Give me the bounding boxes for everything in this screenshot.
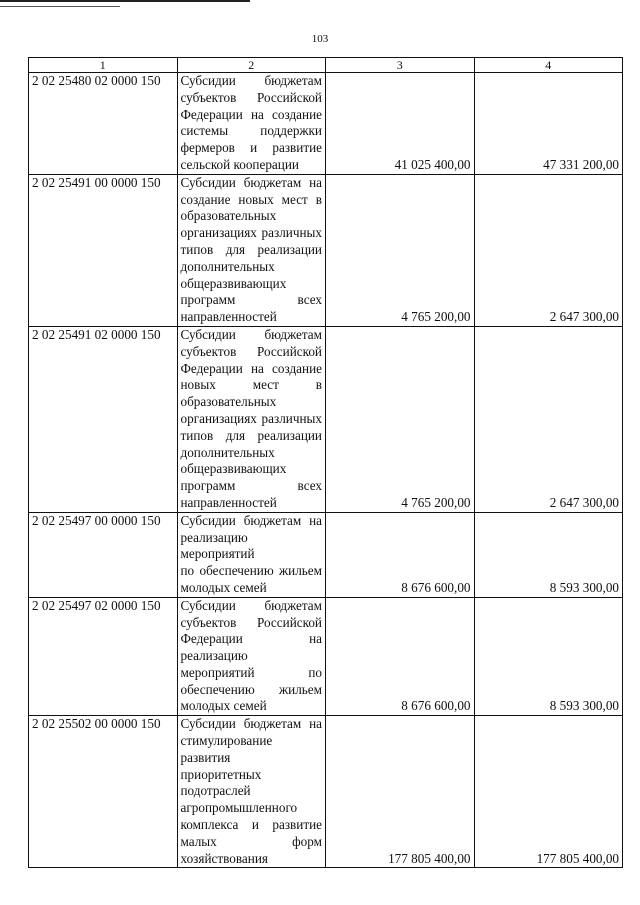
name-line: направленностей <box>180 309 277 325</box>
page-number: 103 <box>311 33 329 45</box>
budget-name-cell <box>177 326 326 512</box>
scan-edge-mark <box>0 6 120 7</box>
name-line: направленностей <box>180 494 277 510</box>
name-line: молодых семей <box>180 579 267 595</box>
name-line: программ всех <box>180 292 322 308</box>
name-line: Субсидии бюджетам <box>180 326 322 342</box>
name-line: агропромышленного <box>180 800 298 816</box>
name-line: малых форм <box>180 833 322 849</box>
amount-col-4: 2 647 300,00 <box>474 174 623 326</box>
name-line: обеспечению жильем <box>180 681 322 697</box>
budget-code-cell: 2 02 25497 02 0000 150 <box>29 597 178 716</box>
name-line: молодых семей <box>180 698 267 714</box>
amount-col-3: 4 765 200,00 <box>326 174 475 326</box>
name-line: образовательных <box>180 394 277 410</box>
name-line: стимулирование развития <box>180 733 273 765</box>
budget-name-cell <box>177 716 326 868</box>
name-line: Федерации на создание <box>180 106 322 122</box>
table-row <box>29 512 623 597</box>
budget-name-cell <box>177 174 326 326</box>
name-line: Субсидии бюджетам на <box>180 716 322 732</box>
table-header-row <box>29 58 623 73</box>
name-line: приоритетных подотраслей <box>180 766 262 799</box>
budget-code-cell: 2 02 25480 02 0000 150 <box>29 73 178 175</box>
amount-col-3: 177 805 400,00 <box>326 716 475 868</box>
name-line: Федерации на создание <box>180 360 322 376</box>
name-line: Субсидии бюджетам <box>180 597 322 613</box>
name-line: Федерации на реализацию <box>180 631 322 664</box>
budget-table <box>28 57 623 868</box>
table-row <box>29 73 623 175</box>
budget-name-cell <box>177 597 326 716</box>
name-line: субъектов Российской <box>180 614 322 630</box>
name-line: создание новых мест в <box>180 191 322 207</box>
table-row <box>29 597 623 716</box>
name-line: образовательных <box>180 208 277 224</box>
header-col-2: 2 <box>177 58 326 73</box>
name-line: сельской кооперации <box>180 156 299 172</box>
name-line: мероприятий по <box>180 664 322 680</box>
amount-col-3: 4 765 200,00 <box>326 326 475 512</box>
name-line: Субсидии бюджетам <box>180 73 322 88</box>
name-line: общеразвивающих <box>180 275 287 291</box>
header-col-1: 1 <box>29 58 178 73</box>
name-line: организациях различных <box>180 410 322 426</box>
name-line: организациях различных <box>180 225 322 241</box>
amount-col-3: 8 676 600,00 <box>326 512 475 597</box>
name-line: комплекса и развитие <box>180 817 322 833</box>
name-line: программ всех <box>180 478 322 494</box>
amount-col-4: 177 805 400,00 <box>474 716 623 868</box>
scan-edge-mark <box>0 0 250 2</box>
name-line: типов для реализации <box>180 427 322 443</box>
name-line: реализацию мероприятий <box>180 529 255 562</box>
amount-col-4: 2 647 300,00 <box>474 326 623 512</box>
name-line: хозяйствования <box>180 850 268 866</box>
table-row <box>29 174 623 326</box>
amount-col-4: 8 593 300,00 <box>474 512 623 597</box>
name-line: новых мест в <box>180 377 322 393</box>
amount-col-4: 8 593 300,00 <box>474 597 623 716</box>
name-line: дополнительных <box>180 258 275 274</box>
name-line: общеразвивающих <box>180 461 287 477</box>
name-line: дополнительных <box>180 444 275 460</box>
name-line: фермеров и развитие <box>180 140 322 156</box>
budget-name-cell <box>177 73 326 175</box>
name-line: Субсидии бюджетам на <box>180 512 322 528</box>
name-line: по обеспечению жильем <box>180 563 322 579</box>
name-line: субъектов Российской <box>180 89 322 105</box>
name-line: системы поддержки <box>180 123 322 139</box>
table-row <box>29 716 623 868</box>
header-col-3: 3 <box>326 58 475 73</box>
header-col-4: 4 <box>474 58 623 73</box>
budget-code-cell: 2 02 25502 00 0000 150 <box>29 716 178 868</box>
budget-code-cell: 2 02 25491 02 0000 150 <box>29 326 178 512</box>
amount-col-3: 41 025 400,00 <box>326 73 475 175</box>
name-line: типов для реализации <box>180 241 322 257</box>
amount-col-4: 47 331 200,00 <box>474 73 623 175</box>
budget-code-cell: 2 02 25491 00 0000 150 <box>29 174 178 326</box>
name-line: субъектов Российской <box>180 343 322 359</box>
budget-code-cell: 2 02 25497 00 0000 150 <box>29 512 178 597</box>
name-line: Субсидии бюджетам на <box>180 174 322 190</box>
table-row <box>29 326 623 512</box>
amount-col-3: 8 676 600,00 <box>326 597 475 716</box>
budget-name-cell <box>177 512 326 597</box>
